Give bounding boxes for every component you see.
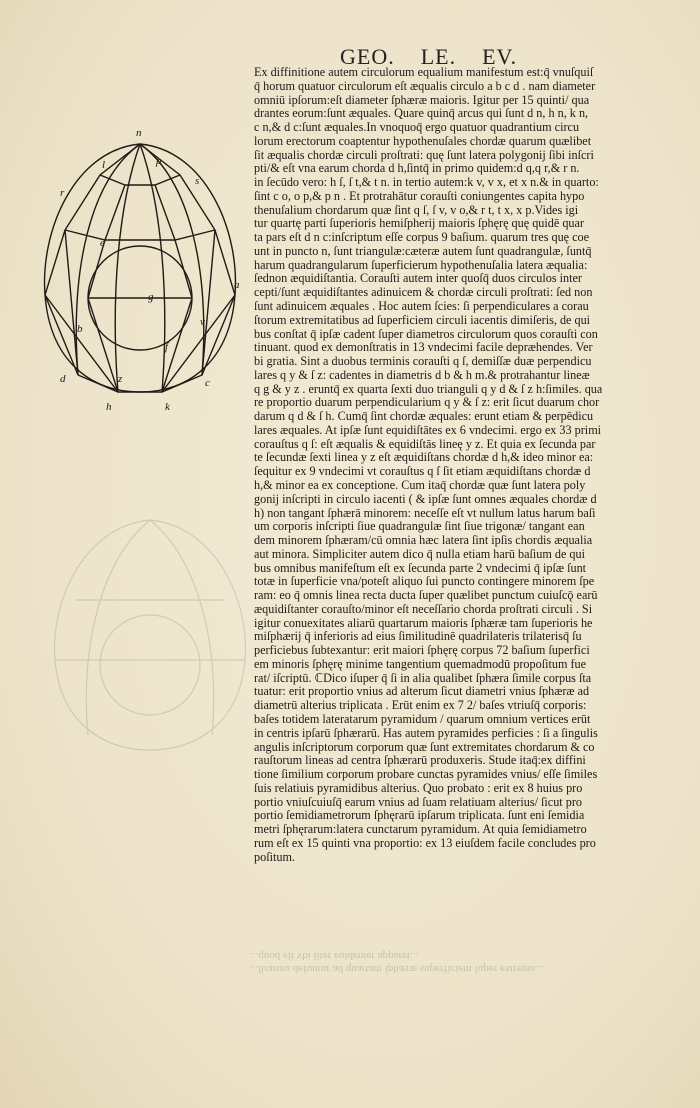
text-line: rum eſt ex 15 quinti vna proportio: ex 13 eiuſdem facile concludes pro (254, 836, 596, 850)
label-f: f (165, 341, 169, 353)
text-line: dem minorem ſphæram/cū omnia hæc latera ſint ipſis chordis æqualia (254, 534, 593, 548)
text-line: omniū ipſorum:eſt diameter ſphæræ maioris. Igitur per 15 quinti/ qua (254, 93, 590, 107)
label-g: g (148, 291, 154, 303)
text-line: portio ſemidiametrorum ſphęrarū ipſarum triplicata. ſunt eni ſemidia (254, 809, 585, 823)
label-l: l (102, 159, 106, 171)
text-line: ſunt adinuicem æquales . Hoc autem ſcies: ſi perpendiculares a corau (254, 300, 589, 314)
label-d: d (60, 373, 66, 385)
label-k: k (165, 401, 170, 413)
text-line: lares æquales. At ipſæ ſunt equidiſtātes ex 6 vndecimi. ergo ex 33 primi (254, 423, 602, 437)
text-line: gonij inſcripti in circulo iacenti ( & ipſæ ſunt omnes æquales chordæ d (254, 492, 597, 506)
label-s: s (195, 175, 200, 187)
text-line: bus conſtat q̄ ipſæ cadent ſuper diametros circulorum quos corauſti con (254, 327, 598, 341)
text-line: baſes totidem lateratarum pyramidum / quarum omnium vertices erūt (254, 712, 591, 726)
text-line: tuatur: erit proportio vnius ad alterum ſicut diametri vnius ſphæræ ad (254, 685, 590, 699)
text-line: re proportio duarum perpendicularium q y & ſ z: erit ſicut duarum chor (254, 396, 600, 410)
text-line: q g & y z . eruntq̄ ex quarta ſexti duo trianguli q y d & ſ z h:ſimiles. qua (254, 382, 603, 396)
label-b: b (77, 323, 83, 335)
text-line: darum q d & ſ h. Cumq̄ ſint chordæ æquales: erunt etiam & perpēdicu (254, 410, 594, 424)
text-line: ſint c o, o p,& p n . Et protrahātur corauſti coniungentes capita hypo (254, 189, 585, 203)
label-a: a (234, 279, 240, 291)
text-line: poſitum. (254, 850, 295, 864)
text-line: perficiebus ſubtexantur: erit maiori ſphęrę corpus 72 baſium ſuperfici (254, 644, 590, 658)
label-n: n (136, 127, 142, 139)
text-line: h,& minor ea ex conceptione. Cum itaq̄ chordæ quæ ſunt latera poly (254, 478, 586, 492)
header-geo: GEO. (340, 44, 395, 69)
text-line: rauſtorum lineas ad centra ſphærarū produxeris. Stude itaq̄:ex diffini (254, 754, 586, 768)
header-le: LE. (420, 44, 457, 69)
label-p: p (156, 155, 162, 167)
text-line: tinuant. quod ex demonſtratis in 13 vndecimi facile depræhendes. Ver (254, 341, 593, 355)
text-line: te ſecundæ ſexti linea y z eſt æquidiſtans chordæ d h,& ideo minor ea: (254, 451, 594, 465)
text-line: æquidiſtanter corauſto/minor eſt neceſſario chorda proſtrati circuli . Si (254, 602, 593, 616)
text-line: diametrū alterius triplicata . Erūt enim ex 7 2/ baſes vtriuſq̄ corporis: (254, 699, 587, 713)
text-line: portio vniuſcuiuſq̄ earum vnius ad ſuam relatiuam alterius/ ſicut pro (254, 795, 582, 809)
text-line: cepti/ſunt æquidiſtantes adinuicem & chordæ circuli proſtrati: ſed non (254, 286, 593, 300)
bleed-through-figure (40, 500, 260, 760)
text-line: h) non tangant ſphærā minorem: neceſſe eſt vt nullum latus harum baſi (254, 506, 596, 520)
text-line: metri ſphęrarum:latera cunctarum pyramidum. At quia ſemidiametro (254, 823, 587, 837)
main-text (254, 66, 646, 864)
text-line: harum quadrangularum ſuperficierum hypothenuſalia latera æqualia: (254, 258, 588, 272)
bleed-through-text (250, 935, 650, 975)
text-line: Ex diffinitione autem circulorum equalium manifestum est:q̄ vnuſquiſ (254, 66, 594, 79)
text-line: in centris ipſarū ſphærarū. Has autem pyramides perficies : ſi a ſingulis (254, 726, 598, 740)
text-line: ſit æqualis chordæ circuli proſtrati: quę ſunt latera polygonij ſibi inſcri (254, 148, 594, 162)
header-ev: EV. (482, 44, 518, 69)
text-line: ſtorum extremitatibus ad ſuperficiem circuli iacentis dimiſeris, de qui (254, 313, 591, 327)
text-line: miſphærij q̄ inferioris ad eius ſimilitudinē quadrilateris trilaterisq̄ ſu (254, 630, 582, 644)
text-line: unt in puncto n, ſunt triangulæ:cæteræ autem ſunt quadrangulæ, ſuntq̄ (254, 244, 592, 258)
label-c: c (205, 377, 210, 389)
text-line: um corporis inſcripti ſiue quadrangulæ ſint ſiue trigonæ/ tangant ean (254, 520, 585, 534)
text-line: igitur conuexitates aliarū quartarum maioris ſphæræ tam ſuperioris he (254, 616, 593, 630)
text-line: q̄ horum quatuor circulorum eſt æqualis circulo a b c d . nam diameter (254, 79, 596, 93)
text-line: lares q y & ſ z: cadentes in diametris d b & h m.& protrahantur lineæ (254, 368, 590, 382)
text-line: tione ſimilium corporum probare cunctas pyramides vnius/ eſſe ſimiles (254, 768, 598, 782)
label-v: v (200, 316, 205, 328)
bleed-line-1: ...ſtratura defuntur ad quartam ſphæræ superficiem ſuper extrema... (250, 963, 544, 975)
text-line: ta pars eſt d n c:inſcriptum eſſe corpus 9 baſium. quarum tres quę coe (254, 231, 590, 245)
label-r: r (60, 187, 65, 199)
text-line: pti/& eſt vna earum chorda d h,ſintq̄ in primo quidem:d q,q r,& r n. (254, 162, 580, 176)
label-z: z (118, 373, 123, 385)
label-h: h (106, 401, 112, 413)
text-line: bus omnibus manifeſtum eſt ex ſecunda parte 2 vndecimi q̄ ipſæ ſunt (254, 561, 587, 575)
text-line: aut minora. Simpliciter autem dico q̄ nulla etiam harū baſium de qui (254, 547, 586, 561)
text-line: bi gratia. Sint a duobus terminis corauſti q ſ, demiſſæ duæ perpendicu (254, 355, 592, 369)
text-line: ſequitur ex 9 vndecimi vt corauſtus q ſ ſit etiam æquidiſtans chordæ d (254, 465, 591, 479)
text-line: rat/ iſcriptū. ℂDico iſuper q̄ ſi in alia qualibet ſphæra ſimile corpus ſta (254, 671, 592, 685)
label-e: e (100, 237, 105, 249)
text-line: in ſecūdo vero: h ſ, ſ t,& t n. in tertio autem:k v, v x, et x n.& in quarto: (254, 176, 599, 190)
text-line: totæ in ſuperficie vna/poteſt aliquo ſui puncto contingere minorem ſpe (254, 575, 595, 589)
text-line: ſednon æquidiſtantia. Corauſti autem inter quoſq̄ duos circulos inter (254, 272, 582, 286)
geometry-figure (30, 120, 250, 420)
text-line: angulis inſcriptorum corporum quæ ſunt extremitates chordarum & co (254, 740, 595, 754)
text-line: thenuſalium chordarum quæ ſint q ſ, ſ v, v o,& r t, t x, x p.Vides igi (254, 203, 579, 217)
text-line: ſuis relatiuis pyramidibus alterius. Quo probato : erit ex 8 huius pro (254, 781, 583, 795)
text-line: em minoris ſphęrę minime tangentium quemadmodū propoſitum fue (254, 657, 587, 671)
figure-lines (45, 144, 236, 392)
bleed-line-2: ...quod eſt vbi liter euidenter apparet... (250, 950, 419, 962)
text-line: drantes eorum:ſunt æquales. Quare quinq̄ arcus qui ſunt d n, h n, k n, (254, 107, 589, 121)
text-line: lorum erectorum coaptentur hypothenuſales chordæ quarum quælibet (254, 134, 592, 148)
text-line: corauſtus q ſ: eſt æqualis & equidiſtās lineę y z. Et quia ex ſecunda par (254, 437, 596, 451)
text-line: tur quartę parti ſuperioris hemiſpherij maioris ſphęrę quę quidē quar (254, 217, 584, 231)
text-line: ram: eo q̄ omnis linea recta ducta ſuper quælibet punctum cuiuſcǭ earū (254, 589, 598, 603)
text-line: c n,& d c:ſunt æquales.In vnoquoq̄ ergo quatuor quadrantium circu (254, 121, 580, 135)
